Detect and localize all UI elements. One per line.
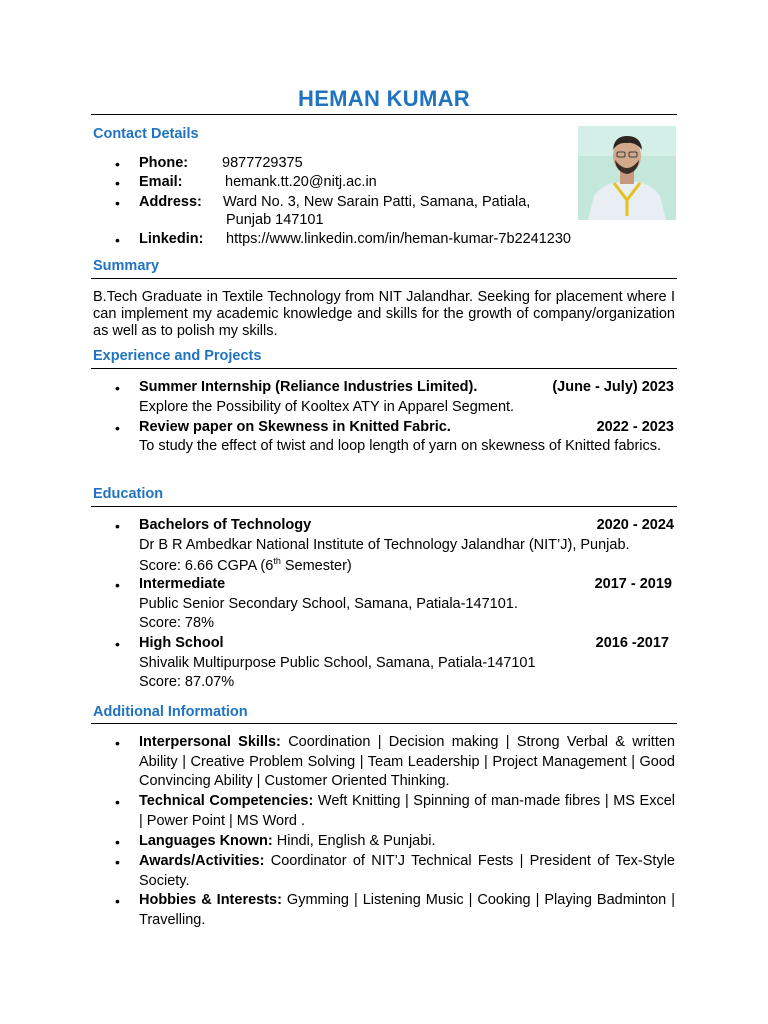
additional-item	[139, 891, 675, 930]
education-title: Intermediate	[139, 576, 226, 592]
email-value: hemank.tt.20@nitj.ac.in	[225, 174, 377, 190]
bullet-icon: •	[115, 834, 120, 850]
additional-divider	[91, 723, 677, 724]
education-date: 2017 - 2019	[594, 576, 672, 592]
additional-heading: Additional Information	[93, 704, 248, 720]
additional-item-text: Coordinator of NIT’J Technical Fests | President of Tex-Style Society.	[139, 853, 675, 889]
education-score: Score: 78%	[139, 615, 214, 631]
summary-heading: Summary	[93, 258, 160, 274]
email-label: Email:	[139, 174, 183, 190]
additional-item-label: Languages Known:	[139, 833, 273, 849]
summary-text: B.Tech Graduate in Textile Technology from NIT Jalandhar. Seeking for placement where I can implement my academic knowledge and skills for the growth of company/organization as well as to polish my skills.	[93, 289, 675, 339]
additional-item	[139, 792, 675, 831]
bullet-icon: •	[115, 380, 120, 396]
additional-item-text: Gymming | Listening Music | Cooking | Playing Badminton | Travelling.	[139, 892, 675, 928]
education-score	[139, 556, 352, 574]
profile-photo-image	[578, 126, 676, 220]
education-divider	[91, 506, 677, 507]
education-score: Score: 87.07%	[139, 674, 235, 690]
additional-item-label: Hobbies & Interests:	[139, 892, 282, 908]
bullet-icon: •	[115, 636, 120, 652]
education-date: 2020 - 2024	[596, 517, 674, 533]
candidate-name: HEMAN KUMAR	[298, 86, 470, 111]
address-label: Address:	[139, 194, 202, 210]
linkedin-label: Linkedin:	[139, 231, 204, 247]
bullet-icon: •	[115, 518, 120, 534]
education-title: High School	[139, 635, 224, 651]
education-institute: Dr B R Ambedkar National Institute of Technology Jalandhar (NIT’J), Punjab.	[139, 537, 630, 553]
experience-description: Explore the Possibility of Kooltex ATY in Apparel Segment.	[139, 399, 515, 415]
education-heading: Education	[93, 486, 164, 502]
experience-title: Summer Internship (Reliance Industries Limited).	[139, 379, 478, 395]
additional-item-label: Interpersonal Skills:	[139, 734, 281, 750]
experience-divider	[91, 368, 677, 369]
additional-item	[139, 832, 675, 852]
profile-photo	[578, 126, 676, 220]
experience-heading: Experience and Projects	[93, 348, 262, 364]
education-date: 2016 -2017	[595, 635, 669, 651]
score-superscript: th	[273, 556, 281, 566]
bullet-icon: •	[115, 420, 120, 436]
score-prefix: Score: 6.66 CGPA (6	[139, 557, 274, 574]
bullet-icon: •	[115, 735, 120, 751]
additional-item-text: Hindi, English & Punjabi.	[272, 833, 436, 849]
bullet-icon: •	[115, 232, 120, 248]
additional-item-text: Weft Knitting | Spinning of man-made fibres | MS Excel | Power Point | MS Word .	[139, 793, 675, 829]
additional-item	[139, 733, 675, 792]
bullet-icon: •	[115, 577, 120, 593]
bullet-icon: •	[115, 195, 120, 211]
education-institute: Shivalik Multipurpose Public School, Samana, Patiala-147101	[139, 655, 536, 671]
additional-item-label: Awards/Activities:	[139, 853, 265, 869]
summary-divider	[91, 278, 677, 279]
experience-title: Review paper on Skewness in Knitted Fabric.	[139, 419, 451, 435]
address-line-2: Punjab 147101	[226, 212, 324, 228]
phone-value: 9877729375	[222, 155, 303, 171]
experience-description: To study the effect of twist and loop length of yarn on skewness of Knitted fabrics.	[139, 438, 662, 454]
experience-date: (June - July) 2023	[552, 379, 674, 395]
bullet-icon: •	[115, 893, 120, 909]
education-title: Bachelors of Technology	[139, 517, 312, 533]
bullet-icon: •	[115, 854, 120, 870]
experience-date: 2022 - 2023	[596, 419, 674, 435]
bullet-icon: •	[115, 175, 120, 191]
education-institute: Public Senior Secondary School, Samana, Patiala-147101.	[139, 596, 518, 612]
score-suffix: Semester)	[280, 557, 352, 574]
phone-label: Phone:	[139, 155, 189, 171]
additional-item-text: Coordination | Decision making | Strong Verbal & written Ability | Creative Problem Solving | Team Leadership | Project Management | Good Convincing Ability | Customer Oriented Thinking.	[139, 734, 675, 790]
additional-item-label: Technical Competencies:	[139, 793, 314, 809]
header-divider	[91, 114, 677, 115]
contact-heading: Contact Details	[93, 126, 199, 142]
bullet-icon: •	[115, 794, 120, 810]
linkedin-link[interactable]: https://www.linkedin.com/in/heman-kumar-7b2241230	[226, 231, 571, 247]
address-line-1: Ward No. 3, New Sarain Patti, Samana, Patiala,	[223, 194, 531, 210]
additional-item	[139, 852, 675, 891]
bullet-icon: •	[115, 156, 120, 172]
